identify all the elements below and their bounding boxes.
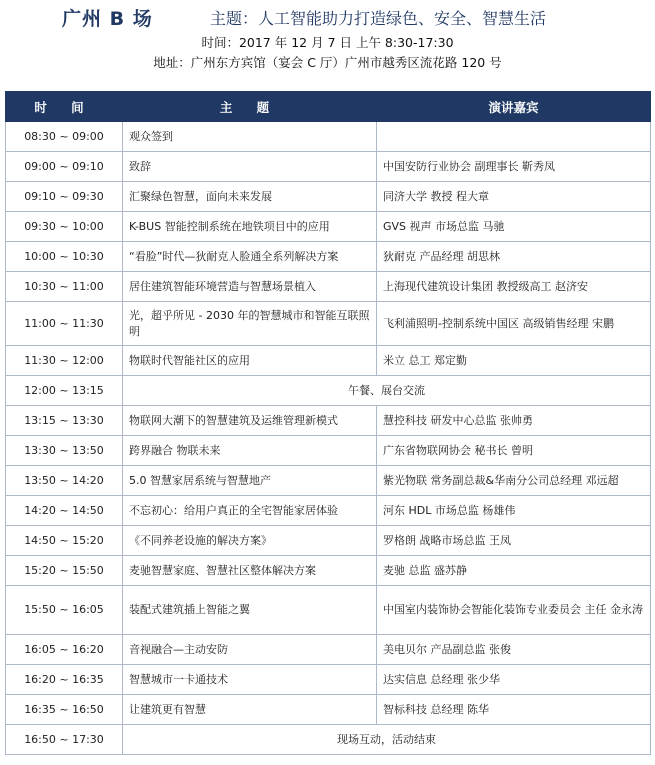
row-topic: 光，超乎所见 - 2030 年的智慧城市和智能互联照明 <box>123 302 377 346</box>
table-row <box>6 212 651 242</box>
row-time: 09:10 ~ 09:30 <box>6 182 123 212</box>
venue-title: 广州 B 场 <box>62 8 153 30</box>
row-topic: 物联时代智能社区的应用 <box>123 346 377 376</box>
row-topic: “看脸”时代—狄耐克人脸通全系列解决方案 <box>123 242 377 272</box>
row-time: 16:50 ~ 17:30 <box>6 725 123 755</box>
table-row <box>6 122 651 152</box>
event-address: 地址：广州东方宾馆（宴会 C 厅）广州市越秀区流花路 120 号 <box>153 55 502 70</box>
row-speaker: 智标科技 总经理 陈华 <box>377 695 651 725</box>
row-speaker: 广东省物联网协会 秘书长 曾明 <box>377 436 651 466</box>
table-row <box>6 526 651 556</box>
row-topic: 5.0 智慧家居系统与智慧地产 <box>123 466 377 496</box>
row-topic: 观众签到 <box>123 122 377 152</box>
row-speaker: 麦驰 总监 盛苏静 <box>377 556 651 586</box>
table-row <box>6 152 651 182</box>
row-speaker: 罗格朗 战略市场总监 王凤 <box>377 526 651 556</box>
row-time: 10:30 ~ 11:00 <box>6 272 123 302</box>
event-time: 时间：2017 年 12 月 7 日 上午 8:30-17:30 <box>201 35 454 50</box>
row-time: 14:20 ~ 14:50 <box>6 496 123 526</box>
table-row <box>6 466 651 496</box>
row-topic: 《不同养老设施的解决方案》 <box>123 526 377 556</box>
row-topic: 物联网大潮下的智慧建筑及运维管理新模式 <box>123 406 377 436</box>
row-time: 16:35 ~ 16:50 <box>6 695 123 725</box>
table-row <box>6 406 651 436</box>
row-topic: 不忘初心：给用户真正的全宅智能家居体验 <box>123 496 377 526</box>
row-time: 08:30 ~ 09:00 <box>6 122 123 152</box>
row-time: 10:00 ~ 10:30 <box>6 242 123 272</box>
row-speaker: 飞利浦照明-控制系统中国区 高级销售经理 宋鹏 <box>377 302 651 346</box>
row-speaker: 河东 HDL 市场总监 杨雄伟 <box>377 496 651 526</box>
row-topic: 音视融合—主动安防 <box>123 635 377 665</box>
row-speaker: 上海现代建筑设计集团 教授级高工 赵济安 <box>377 272 651 302</box>
row-speaker: 中国安防行业协会 副理事长 靳秀凤 <box>377 152 651 182</box>
table-row <box>6 242 651 272</box>
row-topic: 麦驰智慧家庭、智慧社区整体解决方案 <box>123 556 377 586</box>
row-topic: 装配式建筑插上智能之翼 <box>123 586 377 635</box>
row-topic: 跨界融合 物联未来 <box>123 436 377 466</box>
table-header-row <box>6 92 651 122</box>
row-time: 09:30 ~ 10:00 <box>6 212 123 242</box>
agenda-table <box>5 91 651 755</box>
row-merged-note: 现场互动，活动结束 <box>123 725 651 755</box>
row-time: 15:20 ~ 15:50 <box>6 556 123 586</box>
row-time: 14:50 ~ 15:20 <box>6 526 123 556</box>
row-time: 11:00 ~ 11:30 <box>6 302 123 346</box>
row-time: 16:20 ~ 16:35 <box>6 665 123 695</box>
table-row <box>6 436 651 466</box>
table-row <box>6 376 651 406</box>
table-row <box>6 272 651 302</box>
row-time: 13:30 ~ 13:50 <box>6 436 123 466</box>
table-row <box>6 586 651 635</box>
header-time: 时 间 <box>6 92 123 122</box>
table-row <box>6 302 651 346</box>
header-speaker: 演讲嘉宾 <box>377 92 651 122</box>
row-time: 11:30 ~ 12:00 <box>6 346 123 376</box>
header-topic: 主 题 <box>123 92 377 122</box>
row-merged-note: 午餐、展台交流 <box>123 376 651 406</box>
row-speaker: 达实信息 总经理 张少华 <box>377 665 651 695</box>
row-time: 09:00 ~ 09:10 <box>6 152 123 182</box>
row-speaker: 紫光物联 常务副总裁&华南分公司总经理 邓远超 <box>377 466 651 496</box>
page-header <box>0 0 655 90</box>
row-speaker: 米立 总工 郑定勤 <box>377 346 651 376</box>
row-time: 16:05 ~ 16:20 <box>6 635 123 665</box>
row-speaker: GVS 视声 市场总监 马驰 <box>377 212 651 242</box>
row-topic: 致辞 <box>123 152 377 182</box>
row-speaker: 同济大学 教授 程大章 <box>377 182 651 212</box>
table-row <box>6 635 651 665</box>
row-speaker: 狄耐克 产品经理 胡思林 <box>377 242 651 272</box>
table-row <box>6 556 651 586</box>
row-time: 13:50 ~ 14:20 <box>6 466 123 496</box>
table-row <box>6 665 651 695</box>
theme-title: 主题：人工智能助力打造绿色、安全、智慧生活 <box>210 9 547 28</box>
row-speaker: 中国室内装饰协会智能化装饰专业委员会 主任 金永涛 <box>377 586 651 635</box>
table-row <box>6 725 651 755</box>
table-row <box>6 346 651 376</box>
row-topic: 居住建筑智能环境营造与智慧场景植入 <box>123 272 377 302</box>
row-time: 13:15 ~ 13:30 <box>6 406 123 436</box>
row-topic: K-BUS 智能控制系统在地铁项目中的应用 <box>123 212 377 242</box>
row-speaker: 慧控科技 研发中心总监 张帅勇 <box>377 406 651 436</box>
table-row <box>6 695 651 725</box>
row-topic: 汇聚绿色智慧，面向未来发展 <box>123 182 377 212</box>
row-topic: 让建筑更有智慧 <box>123 695 377 725</box>
row-time: 15:50 ~ 16:05 <box>6 586 123 635</box>
table-row <box>6 496 651 526</box>
row-topic: 智慧城市一卡通技术 <box>123 665 377 695</box>
table-row <box>6 182 651 212</box>
row-speaker: 美电贝尔 产品副总监 张俊 <box>377 635 651 665</box>
row-speaker <box>377 122 651 152</box>
row-time: 12:00 ~ 13:15 <box>6 376 123 406</box>
